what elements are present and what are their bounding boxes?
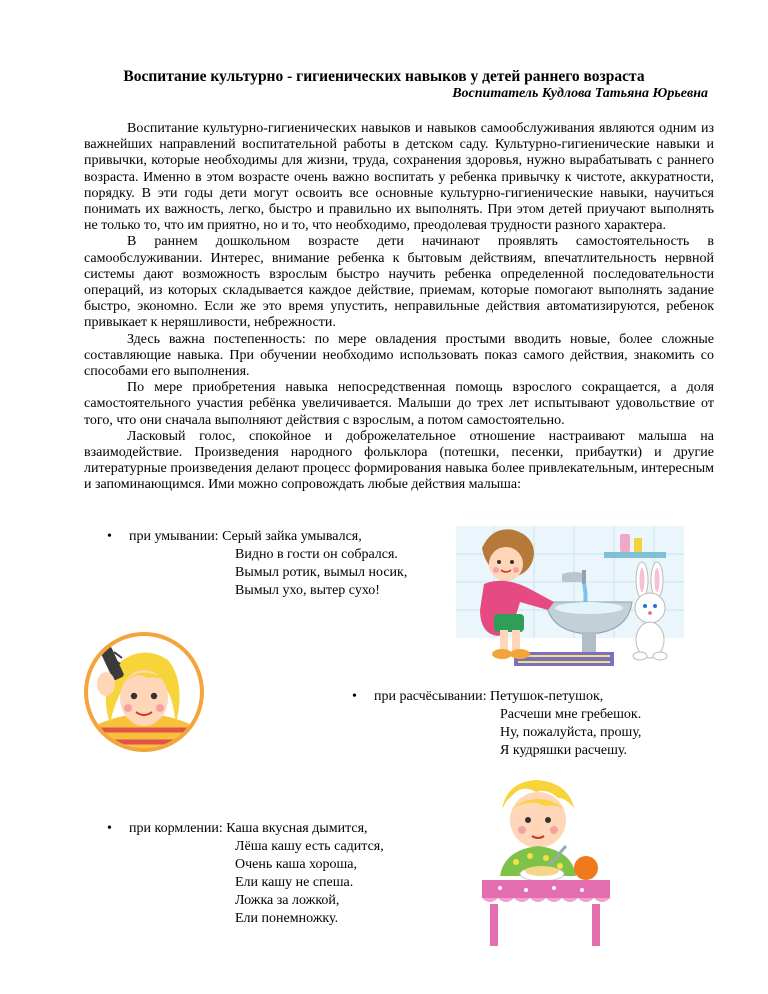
poem-line: Вымыл ухо, вытер сухо! [235, 583, 380, 598]
poem-line: Ложка за ложкой, [235, 893, 340, 908]
poem-lead: при кормлении: [129, 821, 223, 836]
poem-line: Петушок-петушок, [490, 689, 604, 704]
poem-line: Видно в гости он собрался. [235, 547, 398, 562]
paragraph: Ласковый голос, спокойное и доброжелательное отношение настраивают малыша на взаимодействие. Произведения народного фольклора (потешки, песенки, прибаутки) и другие литературные произведения делают процесс формирования навыка более привлекательным, интересным и запоминающимся. Ими можно сопровождать любые действия малыша: [84, 428, 714, 493]
poem-combing [352, 688, 641, 760]
poem-line: Каша вкусная дымится, [226, 821, 368, 836]
poem-washing [107, 528, 407, 600]
poem-line: Ели кашу не спеша. [235, 875, 354, 890]
paragraph: Здесь важна постепенность: по мере овладения простыми вводить новые, более сложные составляющие навыка. При обучении необходимо использовать показ самого действия, знакомить со способами его выполнения. [84, 331, 714, 380]
poem-line: Ну, пожалуйста, прошу, [500, 725, 642, 740]
poem-lead: при умывании: [129, 529, 219, 544]
poem-line: Ели понемножку. [235, 911, 339, 926]
poem-line: Расчеши мне гребешок. [500, 707, 642, 722]
poem-line: Лёша кашу есть садится, [235, 839, 384, 854]
paragraph: В раннем дошкольном возрасте дети начинают проявлять самостоятельность в самообслуживании. Интерес, внимание ребенка к бытовым действиям, впечатлительность нервной системы дают возможность взрослым быстро научить ребенка определенной последовательности операций, из которых складывается каждое действие, приемам, которые помогают выполнять задание быстро, экономно. Если же это время упустить, неправильные действия автоматизируются, ребенок привыкает к неряшливости, небрежности. [84, 234, 714, 331]
poem-line: Очень каша хороша, [235, 857, 358, 872]
bullet-icon: • [107, 821, 112, 836]
combing-girl-illustration [84, 628, 204, 756]
paragraph: По мере приобретения навыка непосредственная помощь взрослого сокращается, а доля самостоятельного участия ребёнка увеличивается. Малыши до трех лет испытывают удовольствие от того, что они сначала выполняют действия с взрослым, а потом самостоятельно. [84, 380, 714, 428]
paragraph: Воспитание культурно-гигиенических навыков и навыков самообслуживания являются одним из важнейших направлений воспитательной работы в детском саду. Культурно-гигиенические навыки и привычки, которые необходимы для жизни, труда, сохранения здоровья, нужно вырабатывать с раннего возраста. Именно в этом возрасте очень важно воспитать у ребенка привычку к чистоте, аккуратности, порядку. В эти годы дети могут освоить все основные культурно-гигиенические навыки, научиться понимать их важность, легко, быстро и правильно их выполнять. При этом детей приучают выполнять не только то, что им приятно, но и то, что необходимо, преодолевая трудности разного характера. [84, 121, 714, 234]
bullet-icon: • [352, 689, 357, 704]
bullet-icon: • [107, 529, 112, 544]
article-body [84, 121, 714, 494]
poem-line: Серый зайка умывался, [222, 529, 362, 544]
page-title: Воспитание культурно - гигиенических навыков у детей раннего возраста [123, 68, 645, 85]
poem-lead: при расчёсывании: [374, 689, 487, 704]
poem-feeding [107, 820, 384, 928]
author-line: Воспитатель Кудлова Татьяна Юрьевна [452, 86, 708, 101]
poem-line: Вымыл ротик, вымыл носик, [235, 565, 408, 580]
eating-child-illustration [470, 776, 620, 948]
poem-line: Я кудряшки расчешу. [500, 743, 627, 758]
washing-child-illustration [454, 524, 686, 674]
